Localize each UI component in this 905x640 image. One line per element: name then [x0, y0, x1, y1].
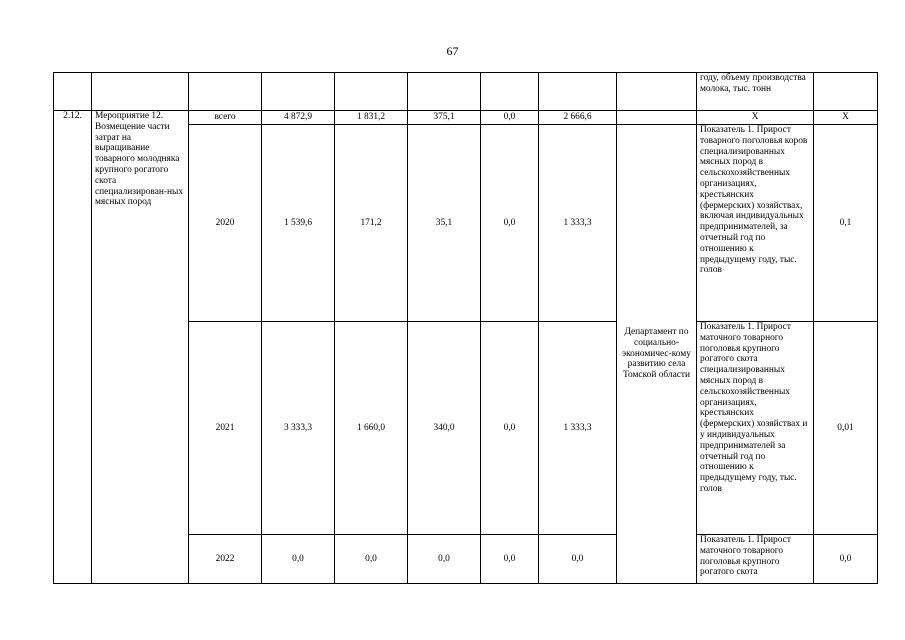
indicator-cell: Показатель 1. Прирост маточного товарного поголовья крупного рогатого скота специализированных мясных пород в сельскохозяйственных организациях, крестьянских (фермерских) хозяйствах и у индивидуальных предпринимателей за отчетный год по отношению к предыдущему году, тыс. голов	[697, 322, 814, 535]
cell-empty	[189, 73, 262, 111]
cell-empty	[408, 73, 481, 111]
extra-cell: 1 333,3	[539, 125, 617, 322]
indicator-cell: году, объему производства молока, тыс. тонн	[697, 73, 814, 111]
continuation-row	[54, 73, 878, 111]
cell-empty	[92, 73, 189, 111]
executor-cell: Департамент по социально-экономичес-кому развитию села Томской области	[617, 125, 697, 584]
year-cell: всего	[189, 111, 262, 125]
total-cell: 3 333,3	[262, 322, 335, 535]
section-title: Мероприятие 12. Возмещение части затрат на выращивание товарного молодняка крупного рогатого скота специализирован-ных мясных пород	[92, 111, 189, 584]
federal-cell: 171,2	[335, 125, 408, 322]
indicator-cell: Показатель 1. Прирост товарного поголовья коров специализированных мясных пород в сельскохозяйственных организациях, крестьянских (фермерских) хозяйствах, включая индивидуальных предпринимателей, за отчетный год по отношению к предыдущему году, тыс. голов	[697, 125, 814, 322]
value-cell: Х	[814, 111, 878, 125]
extra-cell: 0,0	[539, 535, 617, 584]
cell-empty	[262, 73, 335, 111]
year-cell: 2021	[189, 322, 262, 535]
cell-empty	[481, 73, 539, 111]
regional-cell: 375,1	[408, 111, 481, 125]
year-cell: 2020	[189, 125, 262, 322]
cell-empty	[617, 73, 697, 111]
total-cell: 4 872,9	[262, 111, 335, 125]
cell-empty	[814, 73, 878, 111]
indicator-cell: Показатель 1. Прирост маточного товарного поголовья крупного рогатого скота	[697, 535, 814, 584]
total-cell: 1 539,6	[262, 125, 335, 322]
value-cell: 0,0	[814, 535, 878, 584]
program-table	[53, 72, 878, 584]
table-row-total	[54, 111, 878, 125]
local-cell: 0,0	[481, 322, 539, 535]
indicator-cell: Х	[697, 111, 814, 125]
regional-cell: 35,1	[408, 125, 481, 322]
section-number: 2.12.	[54, 111, 92, 584]
cell-empty	[54, 73, 92, 111]
regional-cell: 0,0	[408, 535, 481, 584]
executor-cell-empty	[617, 111, 697, 125]
value-cell: 0,1	[814, 125, 878, 322]
federal-cell: 1 831,2	[335, 111, 408, 125]
extra-cell: 1 333,3	[539, 322, 617, 535]
federal-cell: 0,0	[335, 535, 408, 584]
local-cell: 0,0	[481, 535, 539, 584]
value-cell: 0,01	[814, 322, 878, 535]
total-cell: 0,0	[262, 535, 335, 584]
year-cell: 2022	[189, 535, 262, 584]
page-number: 67	[446, 44, 459, 58]
federal-cell: 1 660,0	[335, 322, 408, 535]
regional-cell: 340,0	[408, 322, 481, 535]
cell-empty	[335, 73, 408, 111]
cell-empty	[539, 73, 617, 111]
local-cell: 0,0	[481, 125, 539, 322]
extra-cell: 2 666,6	[539, 111, 617, 125]
local-cell: 0,0	[481, 111, 539, 125]
